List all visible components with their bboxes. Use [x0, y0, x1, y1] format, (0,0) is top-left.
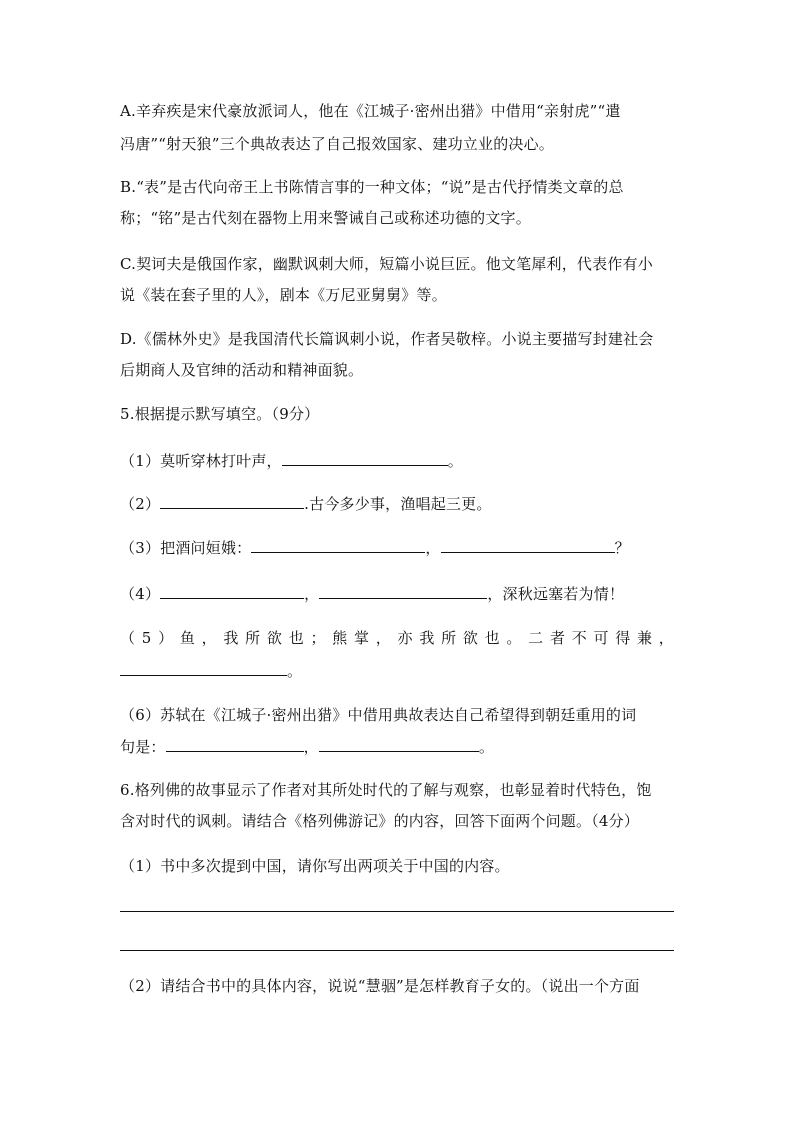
q6-sub-2: （2）请结合书中的具体内容，说说“慧骃”是怎样教育子女的。（说出一个方面 [120, 977, 640, 995]
q5-item-5-text: （5）鱼，我所欲也；熊掌，亦我所欲也。二者不可得兼， [120, 629, 674, 647]
question-6-line-1: 6.格列佛的故事显示了作者对其所处时代的了解与观察，也彰显着时代特色，饱 [120, 781, 652, 799]
option-a-line-1: A.辛弃疾是宋代豪放派词人，他在《江城子·密州出猎》中借用“亲射虎”“遣 [120, 102, 621, 120]
q5-item-1-number: （1） [120, 452, 161, 470]
q5-item-1 [120, 451, 463, 471]
q5-item-4-number: （4） [120, 585, 161, 603]
q5-item-2-text: .古今多少事，渔唱起三更。 [304, 495, 492, 513]
q5-item-3 [120, 538, 630, 558]
question-6-line-2: 含对时代的讽刺。请结合《格列佛游记》的内容，回答下面两个问题。（4分） [120, 812, 640, 830]
q5-item-4-sep: ， [304, 585, 320, 603]
q5-item-6-blank-2[interactable] [319, 737, 479, 752]
q5-item-2-number: （2） [120, 495, 161, 513]
option-c-line-2: 说《装在套子里的人》，剧本《万尼亚舅舅》等。 [120, 286, 447, 304]
q5-item-3-blank-2[interactable] [441, 538, 615, 553]
q5-item-5-line-1 [120, 628, 674, 648]
q5-item-3-sep: ， [425, 539, 441, 557]
q5-item-5-blank[interactable] [120, 661, 287, 676]
q5-item-1-blank[interactable] [282, 451, 448, 466]
q6-sub-1: （1）书中多次提到中国，请你写出两项关于中国的内容。 [120, 857, 510, 875]
q5-item-5-end: 。 [287, 662, 303, 680]
q5-item-6-lead: 句是： [120, 738, 166, 756]
option-b-line-1: B.“表”是古代向帝王上书陈情言事的一种文体；“说”是古代抒情类文章的总 [120, 178, 624, 196]
q5-item-1-end: 。 [447, 452, 463, 470]
q5-item-6-blank-1[interactable] [166, 737, 304, 752]
q5-item-1-text: 莫听穿林打叶声， [160, 452, 282, 470]
q5-item-3-text: 把酒问姮娥： [160, 539, 252, 557]
option-c-line-1: C.契诃夫是俄国作家，幽默讽刺大师，短篇小说巨匠。他文笔犀利，代表作有小 [120, 255, 653, 273]
q5-item-3-blank-1[interactable] [251, 538, 425, 553]
q5-item-6-line-1: （6）苏轼在《江城子·密州出猎》中借用典故表达自己希望得到朝廷重用的词 [120, 706, 637, 724]
q5-item-6-sep: ， [303, 738, 319, 756]
q5-item-4-end: ，深秋远塞若为情！ [487, 585, 625, 603]
q5-item-2-blank[interactable] [160, 494, 304, 509]
question-5-title: 5.根据提示默写填空。（9分） [120, 405, 320, 423]
q5-item-3-number: （3） [120, 539, 161, 557]
option-d-line-1: D.《儒林外史》是我国清代长篇讽刺小说，作者吴敬梓。小说主要描写封建社会 [120, 330, 654, 348]
q5-item-5-line-2 [120, 661, 302, 681]
q5-item-6-end: 。 [478, 738, 495, 756]
option-a-line-2: 冯唐”“射天狼”三个典故表达了自己报效国家、建功立业的决心。 [120, 135, 555, 153]
q6-answer-line-1[interactable] [120, 911, 674, 912]
q5-item-4 [120, 584, 624, 604]
q6-answer-line-2[interactable] [120, 950, 674, 951]
option-b-line-2: 称；“铭”是古代刻在器物上用来警诫自己或称述功德的文字。 [120, 209, 531, 227]
q5-item-2 [120, 494, 492, 514]
q5-item-6-line-2 [120, 737, 494, 757]
q5-item-4-blank-2[interactable] [319, 584, 487, 599]
q5-item-3-end: ？ [614, 539, 630, 557]
q5-item-4-blank-1[interactable] [160, 584, 304, 599]
option-d-line-2: 后期商人及官绅的活动和精神面貌。 [120, 361, 364, 379]
